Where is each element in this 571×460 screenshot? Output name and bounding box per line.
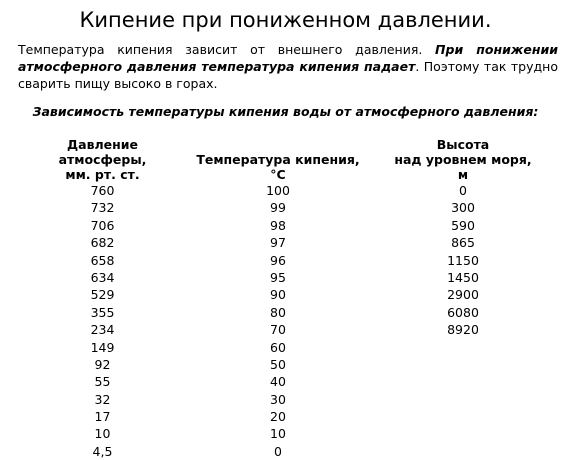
temperature-column xyxy=(178,131,378,460)
temperature-cell: 90 xyxy=(270,287,286,303)
pressure-header-line: Давление xyxy=(67,137,138,152)
intro-text-start: Температура кипения зависит от внешнего давления. xyxy=(18,42,436,57)
pressure-cell: 234 xyxy=(90,322,115,338)
temperature-cell: 30 xyxy=(270,391,286,407)
intro-paragraph xyxy=(18,41,558,92)
pressure-cell: 17 xyxy=(94,409,111,425)
pressure-header xyxy=(50,131,155,182)
pressure-cell: 4,5 xyxy=(92,443,113,459)
temperature-cell: 0 xyxy=(274,443,282,459)
pressure-cell: 529 xyxy=(90,287,115,303)
altitude-header-line: над уровнем моря, xyxy=(394,152,532,167)
temperature-cell: 80 xyxy=(270,304,286,320)
temperature-header xyxy=(178,131,378,182)
altitude-header-line: м xyxy=(457,167,469,182)
table-caption: Зависимость температуры кипения воды от атмосферного давления: xyxy=(32,104,539,119)
pressure-cell: 355 xyxy=(90,304,115,320)
altitude-column xyxy=(383,131,543,339)
temperature-cell: 10 xyxy=(270,426,286,442)
temperature-cell: 40 xyxy=(270,374,286,390)
pressure-cell: 760 xyxy=(90,183,115,198)
page-title: Кипение при пониженном давлении. xyxy=(79,8,492,32)
pressure-cell: 682 xyxy=(90,235,115,251)
pressure-cell: 149 xyxy=(90,339,115,355)
altitude-header xyxy=(383,131,543,182)
pressure-header-line: атмосферы, xyxy=(58,152,147,167)
pressure-header-line: мм. рт. ст. xyxy=(65,167,140,182)
temperature-cell: 50 xyxy=(270,356,286,372)
altitude-cell: 300 xyxy=(451,200,475,216)
intro-emphasis: При понижении атмосферного давления температура кипения падает xyxy=(18,42,558,74)
intro-text-end: . Поэтому так трудно сварить пищу высоко в горах. xyxy=(18,59,558,91)
pressure-cell: 10 xyxy=(94,426,111,442)
altitude-cell: 8920 xyxy=(447,322,479,338)
pressure-values xyxy=(50,182,155,460)
pressure-cell: 92 xyxy=(94,356,111,372)
altitude-cell: 6080 xyxy=(447,304,479,320)
temperature-cell: 97 xyxy=(270,235,286,251)
altitude-cell: 1150 xyxy=(447,252,479,268)
temperature-cell: 96 xyxy=(270,252,286,268)
altitude-cell: 865 xyxy=(451,235,475,251)
temperature-cell: 100 xyxy=(266,183,290,198)
altitude-cell: 0 xyxy=(459,183,467,198)
pressure-cell: 55 xyxy=(94,374,111,390)
pressure-cell: 732 xyxy=(90,200,115,216)
temperature-cell: 60 xyxy=(270,339,286,355)
altitude-cell: 1450 xyxy=(447,269,479,285)
altitude-cell: 590 xyxy=(451,217,475,233)
pressure-cell: 658 xyxy=(90,252,115,268)
pressure-cell: 706 xyxy=(90,217,115,233)
pressure-column xyxy=(50,131,155,460)
pressure-cell: 634 xyxy=(90,269,115,285)
temperature-cell: 20 xyxy=(270,409,286,425)
temperature-cell: 99 xyxy=(270,200,286,216)
altitude-header-line: Высота xyxy=(436,137,490,152)
temperature-header-line: °С xyxy=(270,167,286,182)
pressure-cell: 32 xyxy=(94,391,111,407)
temperature-header-line: Температура кипения, xyxy=(196,152,360,167)
temperature-cell: 98 xyxy=(270,217,286,233)
altitude-values xyxy=(383,182,543,339)
temperature-cell: 70 xyxy=(270,322,286,338)
temperature-cell: 95 xyxy=(270,269,286,285)
temperature-values xyxy=(178,182,378,460)
altitude-cell: 2900 xyxy=(447,287,479,303)
